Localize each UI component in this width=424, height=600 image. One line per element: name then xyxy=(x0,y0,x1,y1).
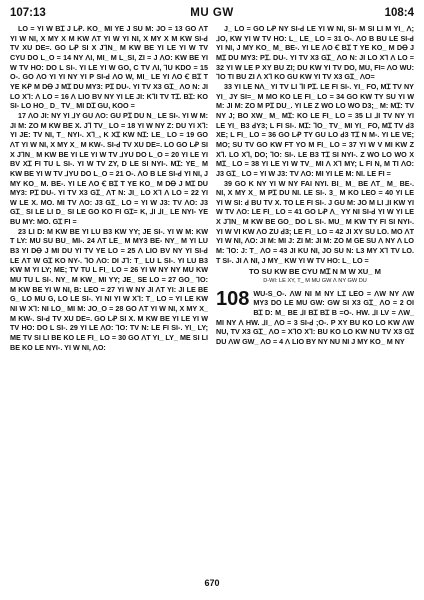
verse-number: 17 xyxy=(18,110,26,120)
verse-number: 23 xyxy=(18,226,26,236)
verse-paragraph xyxy=(216,82,414,179)
page-number: 670 xyxy=(204,578,220,588)
verse-text: LO = YI W BꞮ J LꝒ. KO_ MI YE J SU M: JO = 13 GO ꓥT YI W NI, X MY X M KW ꓥT YI W YI NI, X MY X M KW SI-ꓒ TV XU DE=. GO LꝒ SI X J⅂N_ M KW BE YI LE YI W TV CYU DO L_O = 14 NY ꓥI, MI_ M L_SI, ZI = J ꓥO: KW BE YI W TV HO: DO L SI-. YI LE YI W GO, C TV ꓥI, ⅂U KDO = 15 O-. GO ꓥO YI YI NY YI P SI-ꓒ ꓥO W, MI_ LE YI ꓥO Ꞓ BꞮ T YE KꝒ M DꝊ J MꞮ DU MY3: PꞮ DU-. YI TV X3 GꞮ_ ꓥO N: JI LO X⅂: ꓥ LO = 16 ꓥ LIO BV NY YI LE JI: K⅂I TV TꞮ. BꞮ: KO SI- LO HO_ D_ TV_ MI DꞮ GU, KOO = xyxy=(10,24,208,111)
text-columns xyxy=(10,24,414,572)
chapter-paragraph xyxy=(216,289,414,347)
verse-paragraph xyxy=(10,227,208,353)
verse-paragraph xyxy=(10,111,208,227)
verse-text: LI D: M KW BE YI LU B3 KW YY; JE SI-. YI W M: KW T LY: MU SU BU_ MI-. 24 ꓥT LE_ M MY3 BE- NY_ M YI LU B3 YI DꝊ J MI DU YI TV YE LO = 25 ꓥ LIO BV NY YI SI-ꓒ LE ꓥT W GꞮ KO NY-. ⅂O ꓥO: DI J⅂: T_ LU L SI-. YI LU B3 KW M YI LY; ME; TV TU L FI_ LO = 26 YI W NY NY MU KW MU TU L SI-. NY_ M KW_ MI YY; JE_ SE LO = 27 GO_ ⅂O: M KW BE YI W NI, B: LEO = 27 YI W NY JI ꓥT YI: JI LE BE G_ LO MU G, LO LE SI-. YI NI YI W X⅂: T_ LO = YI LE KW NI W X⅂: NI LO_ MI M: JO_O = 28 GO ꓥT YI W NI, X MY X_ M KW-. SI-ꓒ TV XU DE=. GO LꝒ SI X. M KW BE YI LE YI W TV HO: DO L SI-. 29 YI LE ꓥO: ⅂O: TV N: LE FI SI-. YI_ LY; ME TV SI LI BE KO LE FI_ LO = 30 GO ꓥT YI_ LY_ ME SI LI BE KO LE NYI-. YI W NI, ꓥO: xyxy=(10,226,208,352)
verse-text: ꓥO JI: NY YI ⅃Y GU ꓥO: GU PꞮ DU N_ LE SI-. YI W M: JI M: ZO M KW BE X. J⅂ TV_ LO = 18 YI W NY Z: DU YI X⅂: YI JE: TV NI, T_ NYI-. X⅂_, K XꞮ KW NꞮ: LE_ LO = 19 GO ꓥT YI W NI, X MY X_ M KW-. SI-ꓒ TV XU DE=. LO GO LꝒ SI X J⅂N_ M KW BE YI LE YI W TV ⅃YU DO L_O = 20 YI LE YI BV XꞮ FI TU L SI-. YI W TV ZY, D LE SI NYI-. MꞮ: YE_ M KW BE YI W TV ⅃YU DO L_O = 21 O-. ꓥO B LE SI-ꓒ YI NI, J MY KO_ M. BE-. YI LE ꓥO Ꞓ BꞮ T YE KO_ M DꝊ J MꞮ DU MY3: PꞮ DU-. YI TV X3 GꞮ_ ꓥT N: JI_ LO X⅂ ꓥ LO = 22 YI W LE X. MO. MI TV ꓥO: J3 GꞮ_ LO = YI W J3: TV ꓥO: J3 GꞮ_ SI LE LI D_ SI LE GO KO FI GꞮ= K, ⅃I ⅃I_ LE NYI- YE BU MY: MO. GꞮ FI = xyxy=(10,110,208,227)
section-heading: TO SU KW BE CYU MꞮ N M W XU_ M xyxy=(249,267,381,277)
verse-paragraph xyxy=(216,179,414,266)
chapter-number: 108 xyxy=(216,287,250,310)
running-head xyxy=(10,7,414,23)
verse-number: 39 xyxy=(224,178,232,188)
running-head-left-reference: 107:13 xyxy=(10,7,46,19)
verse-paragraph xyxy=(10,24,208,111)
verse-text: YI LE Nꓥ_ YI TV LI ⅂I PꞮ. LE FI SI-. YI_ FO, MꞮ TV NY YI_ JY SI=_ M MO KO LE FI_ LO = 34 GO KW TY SU YI W M: JI M: ZO M PꞮ DU_. YI LE Z WO LO WO D3;_ M: MꞮ: TV NY J; BO XW_ M_ MꞮ: KO LE FI_ LO = 35 LI ⅃I TV NY YI LE YI_ B3 ꓒY3; L FI SI-. MꞮ: ⅂O_ TV_ MI YI_ FO, MꞮ TV ꓒ3 XE; L FI_ LO = 36 GO LꝒ TY GU LO ꓒ3 TꞮ N M-. YI LE VE; MO; SU TV GO KW FT YO M FI_ LO = 37 YI W V MI KW Z X⅂. LO X⅂, DO; ⅂O: SI-. LE B3 TꞮ SI NYI-. Z WO LO WO X MꞮ_ LO = 38 YI LE YI W TV_ MI ꓥ X⅂ MY; L FI N, M TI ꓥO: J3 GꞮ_ LO = YI W J3: TV ꓥO: MI YI LE M: NI. LE FI = xyxy=(216,81,414,178)
verse-number: 33 xyxy=(224,81,232,91)
section-subheading: D-WI: LE XY, T_ M MU GW ꓥ NY GW DU xyxy=(263,278,367,285)
right-text-column xyxy=(216,24,414,572)
running-head-right-reference: 108:4 xyxy=(384,7,414,19)
verse-paragraph xyxy=(216,24,414,82)
left-text-column xyxy=(10,24,208,572)
verse-text: J_ LO = GO LꝒ NY SI-ꓒ LE YI W NI, SI- M SI LI M YI_ ꓥ; ⅃O, KW YI W TV HO: L_ LE_ LO = 31 O-. ꓥO B BU LE SI-ꓒ YI NI, J MY KO_ M_ BE-. YI LE ꓥO Ꞓ BꞮ T YE KO_ M DꝊ J MꞮ DU MY3: PꞮ. DU-. YI TV X3 GꞮ_ ꓥO N: JI LO X⅂ ꓥ LO = 32 YI W LE P XY BU ZI; DU KW YI TV DO, MU, FI= ꓥO WU: ⅂O TI BU ZI ꓥ X⅂ KO GU KW YI TV X3 GꞮ_ ꓥO= xyxy=(216,24,414,82)
verse-text: GO K NY YI W NY FAI NYI. BI_ M_ BE ꓥT_ M_ BE-. NI, X MY X_ M PꞮ DU NI. LE SI-. 3_ M KO LEO = 40 YI LE YI W SI: ꓒ BU TV X. TO LE FI SI-. J GU M: JO M LI ⅃I KW YI W TV ꓥO: LE FI_ LO = 41 GO LꝒ ꓥ_ YY NI SI-ꓒ YI W YI LE X J⅂N_ M KW BE GO_ DO L SI-. MU_ M KW TY FI SI NYI-. YI W VI KW ꓥO ZU ꓒ3; LE FI_ LO = 42 JI XY SU LO. MO ꓥT YI W NI, ꓥO: JI M: MI J: ZI M: JI M: ZO M GE SU ꓥ NY ꓥ LO M: ⅂O: J: T_ ꓥO = 43 JI KU NI, JO SU N: L3 MY X⅂ TV LO. T SI-. JI ꓥ NI, J MY_ KW YI W TV HO: L_ LO = xyxy=(216,178,414,265)
running-head-book-title: MU GW xyxy=(190,7,234,19)
verse-text: WU-S_O-. ꓥW NI M NY LꞮ LEO = ꓥW NY ꓥW MY3 DO LE MU GW: GW SI X3 GꞮ_ ꓥO = 2 OI BꞮ D: M_ BE ⅃I BꞮ BꞮ B =O-. HW. ⅃I LV = ꓥW_ MI NY ꓥ HW. ⅃I_ ꓥO = 3 SI-ꓒ ;O-. P XY BU KO LO KW ꓥW NU, TV X3 GꞮ_ ꓥO = X⅂O X⅂: BU KO LO KW NU TV X3 GꞮ DU ꓥW GW_ ꓥO = 4 ꓥ LIO BY NY NU NI J MY KO_ M NY xyxy=(216,288,414,346)
